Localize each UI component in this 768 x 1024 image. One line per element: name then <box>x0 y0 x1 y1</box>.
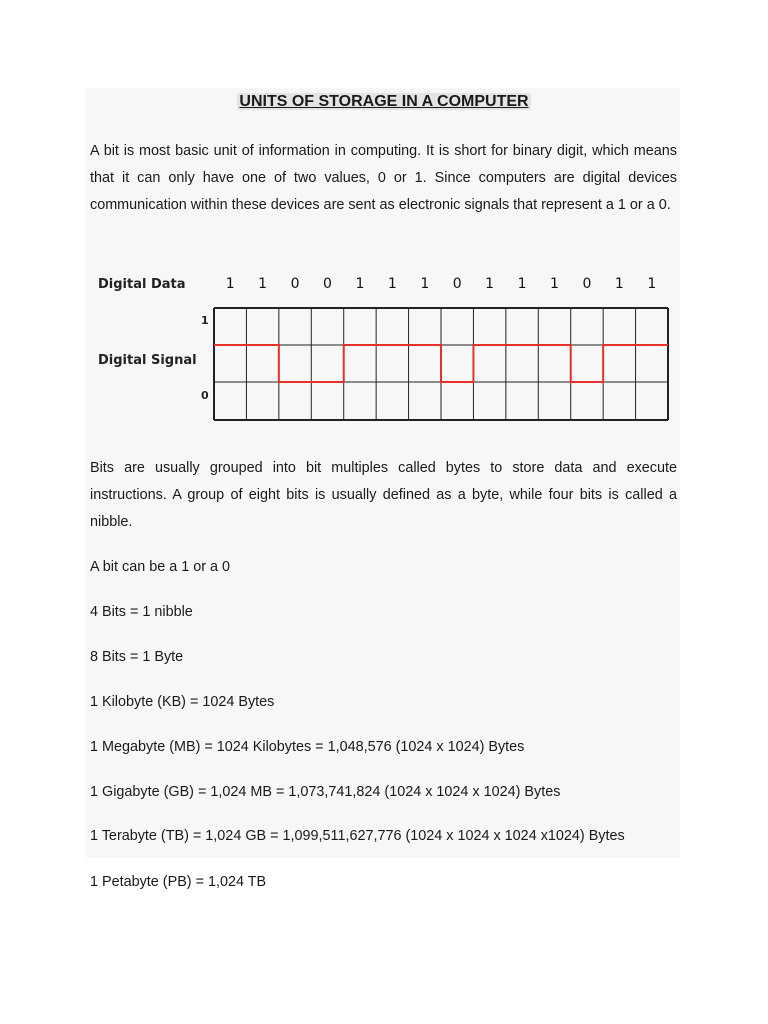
unit-line: 1 Terabyte (TB) = 1,024 GB = 1,099,511,627,776 (1024 x 1024 x 1024 x1024) Bytes <box>90 828 625 844</box>
unit-line: A bit can be a 1 or a 0 <box>90 559 231 575</box>
bit-value: 1 <box>647 276 657 292</box>
digital-signal-figure <box>0 0 768 440</box>
unit-line: 4 Bits = 1 nibble <box>90 604 193 620</box>
unit-line: 1 Megabyte (MB) = 1024 Kilobytes = 1,048,576 (1024 x 1024) Bytes <box>90 739 525 755</box>
signal-waveform <box>214 345 668 382</box>
bit-value: 0 <box>452 276 462 292</box>
bit-value: 1 <box>355 276 365 292</box>
bit-value: 1 <box>550 276 559 292</box>
page-title: UNITS OF STORAGE IN A COMPUTER <box>239 93 529 110</box>
bit-value: 0 <box>323 276 332 292</box>
bit-value: 1 <box>387 276 397 292</box>
bit-value: 0 <box>582 276 592 292</box>
unit-line: 1 Gigabyte (GB) = 1,024 MB = 1,073,741,824 (1024 x 1024 x 1024) Bytes <box>90 784 561 800</box>
bit-value: 1 <box>420 276 430 292</box>
high-level-label: 1 <box>201 314 209 327</box>
bytes-paragraph: Bits are usually grouped into bit multiples called bytes to store data and execute instructions. A group of eight bits is usually defined as a byte, while four bits is called a nibble. <box>90 460 677 530</box>
digital-signal-label: Digital Signal <box>98 353 197 368</box>
unit-line: 1 Petabyte (PB) = 1,024 TB <box>90 874 267 890</box>
unit-line: 1 Kilobyte (KB) = 1024 Bytes <box>90 694 275 710</box>
intro-paragraph: A bit is most basic unit of information in computing. It is short for binary digit, which means that it can only have one of two values, 0 or 1. Since computers are digital devices communication within these devices are sent as electronic signals that represent a 1 or a 0. <box>90 143 677 213</box>
digital-data-label: Digital Data <box>98 277 186 292</box>
bit-value: 1 <box>258 276 268 292</box>
bit-value: 1 <box>485 276 495 292</box>
unit-line: 8 Bits = 1 Byte <box>90 649 184 665</box>
bit-labels <box>226 276 656 292</box>
low-level-label: 0 <box>201 389 209 402</box>
bit-value: 1 <box>614 276 624 292</box>
bit-value: 1 <box>225 276 235 292</box>
bit-value: 0 <box>290 276 300 292</box>
bit-value: 1 <box>517 276 527 292</box>
